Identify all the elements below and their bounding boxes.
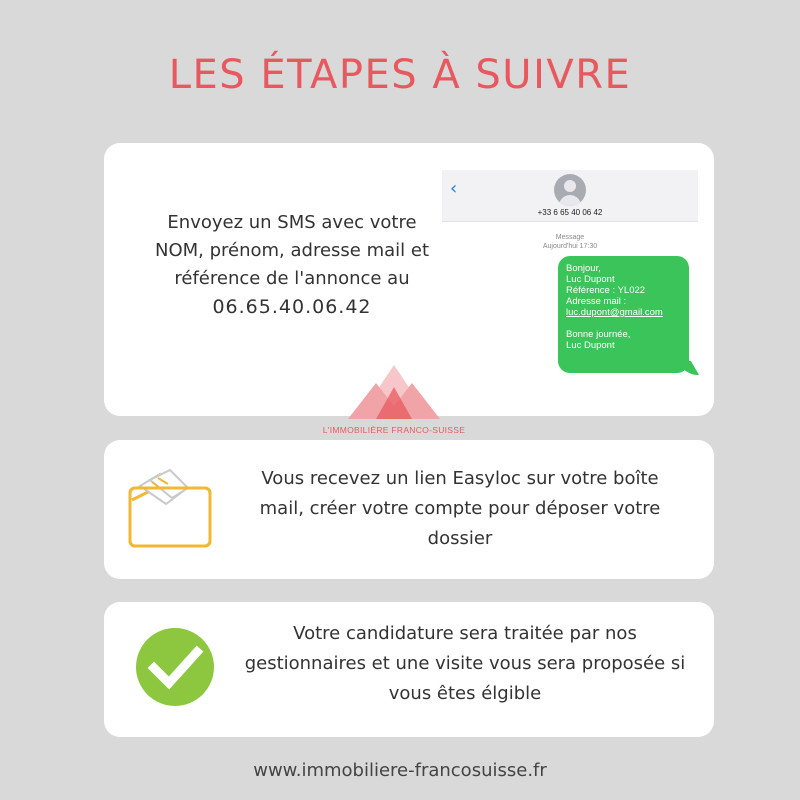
step-candidature-text: Votre candidature sera traitée par nos gestionnaires et une visite vous sera proposée si vous êtes élgible (244, 623, 686, 704)
checkmark-circle-icon (136, 628, 214, 706)
page-title: LES ÉTAPES À SUIVRE (168, 52, 632, 98)
sms-bubble (558, 256, 689, 373)
step-sms-line: référence de l'annonce au (174, 268, 410, 289)
contact-number: +33 6 65 40 06 42 (537, 208, 603, 217)
step-easyloc-text: Vous recevez un lien Easyloc sur votre boîte mail, créer votre compte pour déposer votre dossier (259, 468, 661, 549)
sms-line: Bonjour, (566, 263, 601, 274)
open-folder-icon (126, 464, 218, 554)
message-meta (442, 233, 698, 251)
step-card-sms (104, 143, 714, 435)
message-time: Aujourd'hui 17:30 (542, 243, 598, 250)
message-label: Message (555, 234, 585, 241)
step-card-candidature (104, 602, 714, 737)
company-logo (314, 361, 474, 441)
step-card-easyloc (104, 440, 714, 579)
phone-number: 06.65.40.06.42 (212, 296, 372, 318)
sms-line: Luc Dupont (566, 274, 615, 285)
step-sms-line: Envoyez un SMS avec votre (167, 212, 417, 233)
step-sms-instructions (144, 209, 440, 321)
mountain-logo-icon (314, 361, 474, 425)
sms-email: luc.dupont@gmail.com (566, 307, 663, 318)
sms-line: Adresse mail : (566, 296, 627, 307)
logo-caption: L'IMMOBILIÈRE FRANCO-SUISSE (322, 425, 466, 435)
sms-line: Bonne journée, (566, 329, 631, 340)
sms-screenshot-header (442, 170, 698, 222)
contact-avatar-icon (554, 174, 586, 206)
sms-line: Référence : YL022 (566, 285, 646, 296)
step-sms-line: NOM, prénom, adresse mail et (154, 240, 430, 261)
website-link[interactable]: www.immobiliere-francosuisse.fr (253, 760, 547, 781)
sms-line: Luc Dupont (566, 340, 615, 351)
chevron-left-icon: ‹ (450, 178, 458, 199)
